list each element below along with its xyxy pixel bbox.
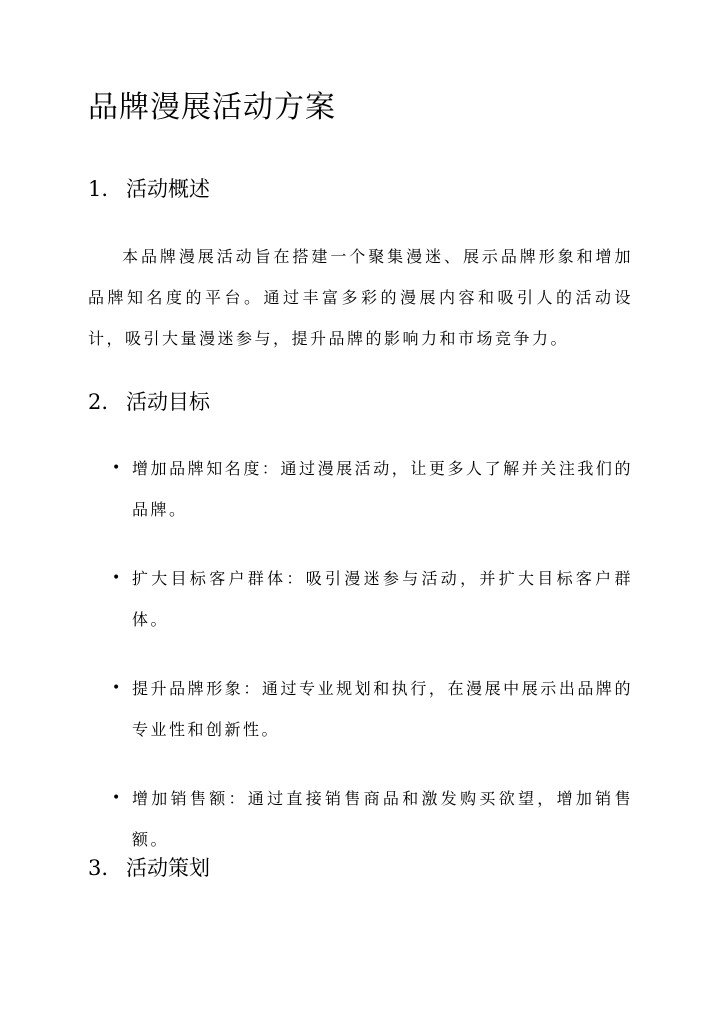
bullet-icon: • xyxy=(112,680,123,696)
section-heading-overview xyxy=(88,174,210,204)
list-item xyxy=(88,668,633,750)
list-item xyxy=(88,558,633,640)
bullet-icon: • xyxy=(112,570,123,586)
list-item-text: 扩大目标客户群体：吸引漫迷参与活动，并扩大目标客户群体。 xyxy=(132,569,633,629)
list-item xyxy=(88,778,633,860)
section-number: 2. xyxy=(88,390,109,414)
section-heading-planning xyxy=(88,853,210,883)
section-heading-text: 活动目标 xyxy=(126,390,210,414)
list-item-text: 增加品牌知名度：通过漫展活动，让更多人了解并关注我们的品牌。 xyxy=(132,459,633,519)
bullet-icon: • xyxy=(112,790,123,806)
list-item-text: 提升品牌形象：通过专业规划和执行，在漫展中展示出品牌的专业性和创新性。 xyxy=(132,679,633,739)
list-item xyxy=(88,448,633,530)
overview-paragraph: 本品牌漫展活动旨在搭建一个聚集漫迷、展示品牌形象和增加品牌知名度的平台。通过丰富多彩的漫展内容和吸引人的活动设计，吸引大量漫迷参与，提升品牌的影响力和市场竞争力。 xyxy=(88,247,633,348)
section-number: 1. xyxy=(88,177,109,201)
section-heading-goals xyxy=(88,387,210,417)
section-heading-text: 活动概述 xyxy=(126,177,210,201)
list-item-text: 增加销售额：通过直接销售商品和激发购买欲望，增加销售额。 xyxy=(132,789,633,849)
section-number: 3. xyxy=(88,856,109,880)
document-title: 品牌漫展活动方案 xyxy=(88,90,336,125)
bullet-icon: • xyxy=(112,460,123,476)
goals-list xyxy=(88,448,633,888)
section-heading-text: 活动策划 xyxy=(126,856,210,880)
